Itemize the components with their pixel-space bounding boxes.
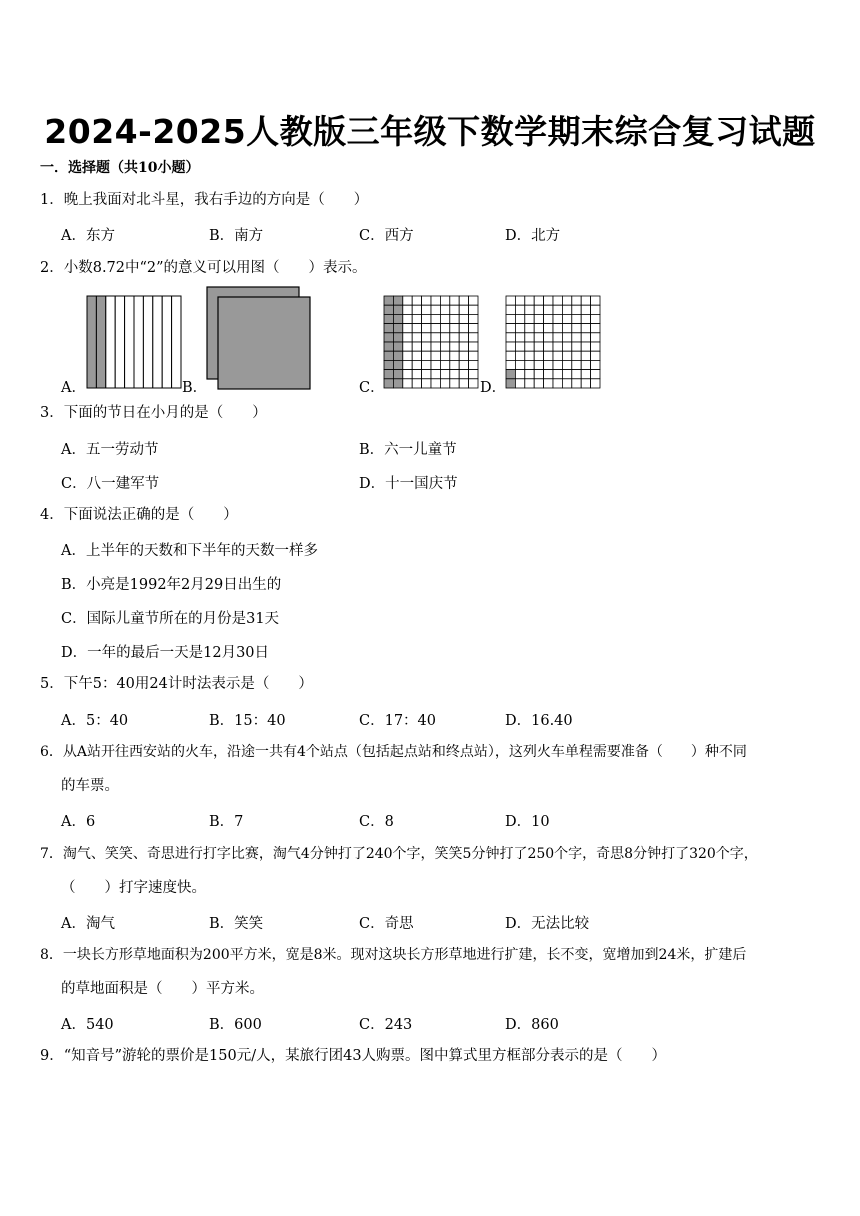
- figure-d-cell: [544, 314, 553, 323]
- q8-option-c[interactable]: C．243: [359, 1017, 413, 1033]
- figure-c-cell: [422, 360, 431, 369]
- figure-d-cell: [572, 342, 581, 351]
- figure-d-cell: [525, 342, 534, 351]
- figure-a-strips: [86, 295, 182, 389]
- figure-c-cell: [450, 351, 459, 360]
- figure-c-cell: [431, 296, 440, 305]
- figure-c-cell: [459, 342, 468, 351]
- figure-a-strip: [172, 296, 181, 388]
- figure-d-cell: [591, 333, 600, 342]
- figure-d-cell: [506, 351, 515, 360]
- figure-d-cell: [534, 342, 543, 351]
- figure-d-cell: [544, 296, 553, 305]
- figure-d-cell: [506, 314, 515, 323]
- figure-a-strip: [134, 296, 143, 388]
- q2-option-a[interactable]: A．: [61, 380, 86, 396]
- figure-d-cell: [515, 305, 524, 314]
- figure-d-cell: [553, 314, 562, 323]
- question-2-stem: 2．小数8.72中“2”的意义可以用图（ ）表示。: [40, 260, 367, 276]
- figure-c-cell: [431, 305, 440, 314]
- figure-c-cell: [403, 360, 412, 369]
- figure-b-squares: [206, 286, 312, 390]
- figure-d-cell: [534, 333, 543, 342]
- figure-c-cell: [384, 342, 393, 351]
- figure-d-cell: [572, 296, 581, 305]
- figure-a-strip: [153, 296, 162, 388]
- figure-d-cell: [534, 379, 543, 388]
- figure-d-cell: [515, 370, 524, 379]
- figure-c-cell: [403, 324, 412, 333]
- figure-d-cell: [506, 305, 515, 314]
- figure-d-cell: [581, 351, 590, 360]
- figure-d-cell: [591, 314, 600, 323]
- figure-d-cell: [581, 370, 590, 379]
- figure-c-cell: [450, 296, 459, 305]
- q1-option-d[interactable]: D．北方: [505, 228, 561, 244]
- q4-option-c[interactable]: C．国际儿童节所在的月份是31天: [61, 611, 280, 627]
- figure-a-strip: [96, 296, 105, 388]
- q8-option-d[interactable]: D．860: [505, 1017, 559, 1033]
- figure-c-cell: [459, 333, 468, 342]
- figure-d-cell: [591, 351, 600, 360]
- q1-option-c[interactable]: C．西方: [359, 228, 414, 244]
- figure-d-cell: [591, 305, 600, 314]
- figure-c-cell: [393, 351, 402, 360]
- figure-d-cell: [591, 296, 600, 305]
- figure-c-cell: [393, 360, 402, 369]
- q3-option-b[interactable]: B．六一儿童节: [359, 442, 457, 458]
- figure-d-cell: [581, 360, 590, 369]
- figure-d-cell: [581, 333, 590, 342]
- figure-c-grid: [383, 295, 479, 389]
- figure-c-cell: [422, 370, 431, 379]
- q6-option-b[interactable]: B．7: [209, 814, 244, 830]
- figure-d-cell: [572, 379, 581, 388]
- figure-c-cell: [422, 314, 431, 323]
- q8-option-a[interactable]: A．540: [61, 1017, 114, 1033]
- figure-d-cell: [562, 351, 571, 360]
- figure-d-cell: [572, 333, 581, 342]
- q5-option-d[interactable]: D．16.40: [505, 713, 573, 729]
- figure-c-cell: [450, 360, 459, 369]
- figure-c-cell: [384, 324, 393, 333]
- figure-c-cell: [459, 324, 468, 333]
- figure-c-cell: [469, 360, 478, 369]
- question-6-stem-line-1: 6．从A站开往西安站的火车，沿途一共有4个站点（包括起点站和终点站），这列火车单程需要准备（ ）种不同: [40, 744, 747, 760]
- figure-c-cell: [412, 305, 421, 314]
- figure-c-cell: [469, 333, 478, 342]
- figure-d-cell: [515, 360, 524, 369]
- q3-option-c[interactable]: C．八一建军节: [61, 476, 160, 492]
- figure-d-cell: [515, 342, 524, 351]
- figure-c-cell: [440, 305, 449, 314]
- figure-c-cell: [384, 296, 393, 305]
- figure-d-cell: [506, 370, 515, 379]
- figure-c-cell: [450, 305, 459, 314]
- figure-a-strip: [106, 296, 115, 388]
- figure-a-strip: [143, 296, 152, 388]
- figure-d-cell: [544, 324, 553, 333]
- figure-d-cell: [515, 333, 524, 342]
- figure-d-cell: [553, 296, 562, 305]
- figure-c-cell: [431, 351, 440, 360]
- figure-c-cell: [393, 305, 402, 314]
- figure-c-cell: [393, 324, 402, 333]
- q6-option-c[interactable]: C．8: [359, 814, 394, 830]
- figure-d-cell: [534, 296, 543, 305]
- figure-c-cell: [422, 333, 431, 342]
- figure-c-cell: [393, 296, 402, 305]
- figure-c-cell: [440, 333, 449, 342]
- figure-c-cell: [469, 379, 478, 388]
- figure-c-cell: [440, 351, 449, 360]
- figure-d-cell: [544, 360, 553, 369]
- q2-option-d[interactable]: D．: [480, 380, 507, 396]
- question-7-stem-line-2: （ ）打字速度快。: [61, 880, 206, 896]
- figure-c-cell: [422, 351, 431, 360]
- figure-d-cell: [553, 370, 562, 379]
- page-title: 2024-2025人教版三年级下数学期末综合复习试题: [44, 112, 816, 151]
- figure-c-cell: [450, 342, 459, 351]
- figure-c-cell: [469, 351, 478, 360]
- figure-c-cell: [459, 360, 468, 369]
- figure-c-cell: [412, 314, 421, 323]
- figure-a-strip: [115, 296, 124, 388]
- figure-c-cell: [431, 324, 440, 333]
- q7-option-a[interactable]: A．淘气: [61, 916, 115, 932]
- figure-c-cell: [412, 342, 421, 351]
- figure-d-cell: [553, 305, 562, 314]
- q2-option-b[interactable]: B．: [182, 380, 208, 396]
- figure-c-cell: [469, 324, 478, 333]
- figure-c-cell: [431, 342, 440, 351]
- question-8-stem-line-1: 8．一块长方形草地面积为200平方米，宽是8米。现对这块长方形草地进行扩建，长不变，宽增加到24米，扩建后: [40, 947, 747, 963]
- q7-option-b[interactable]: B．笑笑: [209, 916, 264, 932]
- q3-option-d[interactable]: D．十一国庆节: [359, 476, 458, 492]
- figure-d-cell: [525, 360, 534, 369]
- figure-d-cell: [591, 360, 600, 369]
- section-heading: 一．选择题（共10小题）: [40, 160, 200, 176]
- figure-d-cell: [544, 351, 553, 360]
- figure-d-cell: [544, 305, 553, 314]
- figure-d-cell: [581, 324, 590, 333]
- figure-d-cell: [525, 370, 534, 379]
- figure-c-cell: [403, 379, 412, 388]
- figure-c-cell: [459, 370, 468, 379]
- figure-c-cell: [393, 379, 402, 388]
- question-3-stem: 3．下面的节日在小月的是（ ）: [40, 405, 267, 421]
- figure-c-cell: [403, 333, 412, 342]
- figure-c-cell: [403, 296, 412, 305]
- figure-d-cell: [534, 351, 543, 360]
- figure-c-cell: [403, 314, 412, 323]
- q4-option-a[interactable]: A．上半年的天数和下半年的天数一样多: [61, 543, 318, 559]
- figure-d-cell: [553, 360, 562, 369]
- figure-d-cell: [525, 324, 534, 333]
- figure-d-cell: [572, 360, 581, 369]
- figure-d-cell: [581, 342, 590, 351]
- figure-d-cell: [562, 296, 571, 305]
- figure-c-cell: [469, 342, 478, 351]
- figure-d-cell: [534, 314, 543, 323]
- q5-option-a[interactable]: A．5：40: [61, 713, 129, 729]
- figure-c-cell: [422, 296, 431, 305]
- figure-d-cell: [581, 305, 590, 314]
- figure-c-cell: [412, 333, 421, 342]
- figure-c-cell: [422, 379, 431, 388]
- figure-c-cell: [403, 342, 412, 351]
- q6-option-d[interactable]: D．10: [505, 814, 550, 830]
- figure-c-cell: [393, 314, 402, 323]
- figure-c-cell: [384, 351, 393, 360]
- figure-d-cell: [591, 379, 600, 388]
- figure-c-cell: [384, 305, 393, 314]
- figure-d-cell: [562, 342, 571, 351]
- figure-d-cell: [525, 305, 534, 314]
- figure-c-cell: [431, 333, 440, 342]
- figure-d-cell: [544, 370, 553, 379]
- figure-c-cell: [450, 379, 459, 388]
- figure-d-cell: [515, 324, 524, 333]
- figure-d-cell: [572, 324, 581, 333]
- figure-c-cell: [384, 379, 393, 388]
- figure-c-cell: [384, 333, 393, 342]
- figure-c-cell: [393, 342, 402, 351]
- figure-c-cell: [412, 360, 421, 369]
- figure-c-cell: [440, 379, 449, 388]
- question-5-stem: 5．下午5：40用24计时法表示是（ ）: [40, 676, 313, 692]
- figure-c-cell: [469, 314, 478, 323]
- q7-option-c[interactable]: C．奇思: [359, 916, 414, 932]
- figure-d-cell: [591, 324, 600, 333]
- figure-d-cell: [562, 370, 571, 379]
- figure-c-cell: [440, 342, 449, 351]
- figure-c-cell: [412, 296, 421, 305]
- figure-c-cell: [440, 324, 449, 333]
- figure-d-cell: [562, 324, 571, 333]
- figure-d-cell: [572, 305, 581, 314]
- question-4-stem: 4．下面说法正确的是（ ）: [40, 507, 238, 523]
- figure-d-cell: [525, 314, 534, 323]
- figure-c-cell: [393, 370, 402, 379]
- figure-c-cell: [412, 324, 421, 333]
- figure-d-cell: [515, 351, 524, 360]
- q5-option-b[interactable]: B．15：40: [209, 713, 286, 729]
- figure-c-cell: [422, 305, 431, 314]
- question-1-stem: 1．晚上我面对北斗星，我右手边的方向是（ ）: [40, 192, 369, 208]
- figure-d-cell: [544, 342, 553, 351]
- figure-d-cell: [506, 333, 515, 342]
- figure-d-cell: [506, 379, 515, 388]
- question-9-stem: 9．“知音号”游轮的票价是150元/人，某旅行团43人购票。图中算式里方框部分表示的是（ ）: [40, 1048, 667, 1064]
- figure-c-cell: [403, 370, 412, 379]
- figure-d-cell: [525, 333, 534, 342]
- figure-d-cell: [525, 379, 534, 388]
- figure-d-cell: [562, 360, 571, 369]
- figure-c-cell: [384, 360, 393, 369]
- figure-c-cell: [440, 360, 449, 369]
- q8-option-b[interactable]: B．600: [209, 1017, 262, 1033]
- figure-c-cell: [393, 333, 402, 342]
- figure-d-cell: [553, 324, 562, 333]
- figure-d-cell: [553, 351, 562, 360]
- figure-c-cell: [459, 296, 468, 305]
- question-7-stem-line-1: 7．淘气、笑笑、奇思进行打字比赛，淘气4分钟打了240个字，笑笑5分钟打了250个字，奇思8分钟打了320个字，: [40, 846, 758, 862]
- figure-c-cell: [440, 296, 449, 305]
- figure-d-cell: [562, 379, 571, 388]
- figure-d-cell: [562, 314, 571, 323]
- figure-c-cell: [403, 351, 412, 360]
- q6-option-a[interactable]: A．6: [61, 814, 96, 830]
- figure-d-cell: [581, 296, 590, 305]
- figure-c-cell: [450, 314, 459, 323]
- q2-option-c[interactable]: C．: [359, 380, 385, 396]
- q3-option-a[interactable]: A．五一劳动节: [61, 442, 159, 458]
- figure-c-cell: [469, 370, 478, 379]
- figure-d-cell: [591, 342, 600, 351]
- figure-d-cell: [591, 370, 600, 379]
- figure-d-cell: [506, 342, 515, 351]
- figure-c-cell: [431, 379, 440, 388]
- figure-a-strip: [125, 296, 134, 388]
- q1-option-b[interactable]: B．南方: [209, 228, 264, 244]
- figure-c-cell: [450, 333, 459, 342]
- figure-c-cell: [412, 370, 421, 379]
- figure-c-cell: [422, 342, 431, 351]
- figure-d-cell: [572, 370, 581, 379]
- figure-c-cell: [440, 370, 449, 379]
- figure-d-cell: [553, 342, 562, 351]
- figure-d-cell: [581, 379, 590, 388]
- figure-c-cell: [459, 305, 468, 314]
- question-8-stem-line-2: 的草地面积是（ ）平方米。: [61, 981, 264, 997]
- figure-c-cell: [431, 314, 440, 323]
- figure-d-cell: [534, 324, 543, 333]
- q7-option-d[interactable]: D．无法比较: [505, 916, 590, 932]
- figure-c-cell: [422, 324, 431, 333]
- q4-option-b[interactable]: B．小亮是1992年2月29日出生的: [61, 577, 282, 593]
- q5-option-c[interactable]: C．17：40: [359, 713, 436, 729]
- figure-d-grid: [505, 295, 601, 389]
- figure-d-cell: [572, 351, 581, 360]
- figure-c-cell: [403, 305, 412, 314]
- figure-d-cell: [525, 351, 534, 360]
- question-6-stem-line-2: 的车票。: [61, 778, 119, 794]
- figure-d-cell: [544, 333, 553, 342]
- figure-d-cell: [515, 296, 524, 305]
- figure-d-cell: [534, 360, 543, 369]
- figure-c-cell: [450, 370, 459, 379]
- figure-c-cell: [469, 305, 478, 314]
- figure-d-cell: [534, 305, 543, 314]
- figure-d-cell: [562, 333, 571, 342]
- figure-a-strip: [87, 296, 96, 388]
- figure-c-cell: [412, 379, 421, 388]
- figure-a-strip: [162, 296, 171, 388]
- figure-c-cell: [450, 324, 459, 333]
- figure-c-cell: [469, 296, 478, 305]
- q4-option-d[interactable]: D．一年的最后一天是12月30日: [61, 645, 270, 661]
- figure-c-cell: [384, 370, 393, 379]
- figure-c-cell: [384, 314, 393, 323]
- figure-d-cell: [581, 314, 590, 323]
- figure-d-cell: [506, 324, 515, 333]
- figure-c-cell: [431, 360, 440, 369]
- figure-b-front-square: [218, 297, 310, 389]
- figure-d-cell: [525, 296, 534, 305]
- figure-d-cell: [544, 379, 553, 388]
- figure-d-cell: [553, 333, 562, 342]
- figure-c-cell: [459, 351, 468, 360]
- figure-d-cell: [572, 314, 581, 323]
- figure-c-cell: [459, 379, 468, 388]
- q1-option-a[interactable]: A．东方: [61, 228, 115, 244]
- figure-d-cell: [515, 314, 524, 323]
- figure-c-cell: [440, 314, 449, 323]
- figure-d-cell: [562, 305, 571, 314]
- figure-d-cell: [506, 360, 515, 369]
- figure-c-cell: [459, 314, 468, 323]
- figure-c-cell: [412, 351, 421, 360]
- figure-d-cell: [506, 296, 515, 305]
- figure-c-cell: [431, 370, 440, 379]
- figure-d-cell: [515, 379, 524, 388]
- figure-d-cell: [553, 379, 562, 388]
- figure-d-cell: [534, 370, 543, 379]
